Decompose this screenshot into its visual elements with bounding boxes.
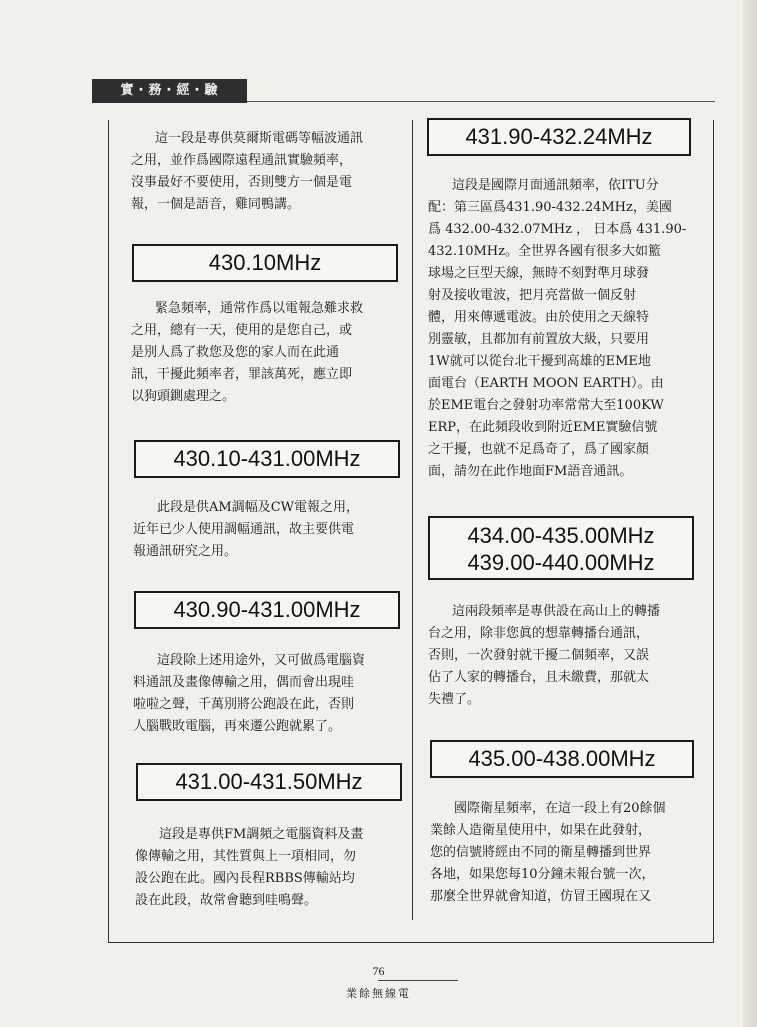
text-line: 近年已少人使用調幅通訊，故主要供電 [133,522,355,537]
text-line: 失禮了。 [428,692,481,707]
frequency-heading [132,244,398,282]
frequency-label: 434.00-435.00MHz [467,523,655,548]
text-line: 人腦戰敗電腦，再來遷公跑就累了。 [133,719,342,734]
text-line: 面，請勿在此作地面FM語音通訊。 [428,464,633,479]
section-paragraph [428,175,690,483]
text-line: 之用，總有一天，使用的是您自己，或 [131,323,353,338]
frequency-heading [134,440,400,478]
text-line: ERP，在此頻段收到附近EME實驗信號 [428,420,658,435]
text-line: 那麼全世界就會知道，仿冒王國現在又 [430,889,652,904]
frequency-label: 430.90-431.00MHz [173,597,361,622]
left-frame-line [108,120,109,942]
text-line: 之干擾，也就不足爲奇了，爲了國家顏 [428,442,650,457]
right-frame-line [713,120,714,942]
text-line: 1W就可以從台北干擾到高雄的EME地 [428,354,651,369]
section-paragraph [133,497,398,563]
frequency-label: 431.90-432.24MHz [465,124,653,149]
text-line: 射及接收電波，把月亮當做一個反射 [428,288,637,303]
frequency-label: 431.00-431.50MHz [175,769,363,794]
text-line: 於EME電台之發射功率常常大至100KW [428,398,664,413]
section-paragraph [428,601,690,711]
text-line: 台之用，除非您眞的想靠轉播台通訊， [428,626,650,641]
header-rule [247,101,715,102]
text-line: 球場之巨型天線，無時不刻對準月球發 [428,266,650,281]
text-line: 緊急頻率，通常作爲以電報急難求救 [155,301,364,316]
page-edge-shadow [743,0,757,1027]
text-line: 各地，如果您每10分鐘未報台號一次， [430,867,655,882]
footer-rule [378,980,458,981]
text-line: 沒事最好不要使用，否則雙方一個是電 [131,175,353,190]
text-line: 設公跑在此。國內長程RBBS傳輸站均 [135,871,355,886]
text-line: 這兩段頻率是專供設在高山上的轉播 [452,604,661,619]
text-line: 設在此段，故常會聽到哇鳴聲。 [135,893,318,908]
section-paragraph [131,298,396,408]
text-line: 像傳輸之用，其性質與上一項相同，勿 [135,849,357,864]
text-line: 否則，一次發射就干擾二個頻率，又誤 [428,648,650,663]
frequency-heading [428,516,694,580]
section-paragraph [133,650,398,738]
frequency-heading [427,118,691,156]
frequency-heading [430,740,694,778]
text-line: 此段是供AM調幅及CW電報之用， [157,500,360,515]
text-line: 體，用來傳遞電波。由於使用之天線特 [428,310,650,325]
publication-name: 業餘無線電 [346,987,411,1000]
frequency-label: 430.10MHz [208,250,322,275]
text-line: 面電台（EARTH MOON EARTH）。由 [428,376,664,391]
frequency-label: 439.00-440.00MHz [467,550,655,575]
text-line: 爲 432.00-432.07MHz ， 日本爲 431.90- [428,222,687,237]
text-line: 業餘人造衛星使用中，如果在此發射， [430,823,652,838]
bottom-rule [108,942,714,943]
frequency-label: 430.10-431.00MHz [173,446,361,471]
text-line: 這一段是專供莫爾斯電碼等幅波通訊 [155,131,364,146]
section-paragraph [135,824,400,912]
page-number: 76 [372,964,385,978]
frequency-heading [136,763,402,801]
text-line: 料通訊及畫像傳輸之用，偶而會出現哇 [133,675,355,690]
text-line: 這段是國際月面通訊頻率，依ITU分 [452,178,659,193]
text-line: 您的信號將經由不同的衛星轉播到世界 [430,845,652,860]
column-divider [412,120,413,920]
text-line: 國際衛星頻率，在這一段上有20餘個 [454,801,666,816]
section-header-tab: 實・務・經・驗 [92,79,247,103]
text-line: 配：第三區爲431.90-432.24MHz，美國 [428,200,672,215]
text-line: 報通訊研究之用。 [133,544,238,559]
text-line: 之用，並作爲國際遠程通訊實驗頻率， [131,153,353,168]
text-line: 報，一個是語音，雞同鴨講。 [131,197,301,212]
section-paragraph [430,798,692,908]
text-line: 是別人爲了救您及您的家人而在此通 [131,345,340,360]
text-line: 別靈敏，且都加有前置放大級，只要用 [428,332,650,347]
text-line: 這段是專供FM調頻之電腦資料及畫 [159,827,364,842]
intro-paragraph [131,128,396,216]
frequency-heading [134,591,400,629]
text-line: 啦啦之聲，千萬別將公跑設在此，否則 [133,697,355,712]
text-line: 訊，干擾此頻率者，罪該萬死，應立即 [131,367,353,382]
frequency-label: 435.00-438.00MHz [468,746,656,771]
text-line: 432.10MHz。全世界各國有很多大如籃 [428,244,661,259]
text-line: 這段除上述用途外，又可做爲電腦資 [157,653,366,668]
text-line: 以狗頭鍘處理之。 [131,389,236,404]
text-line: 佔了人家的轉播台，且未繳費，那就太 [428,670,650,685]
